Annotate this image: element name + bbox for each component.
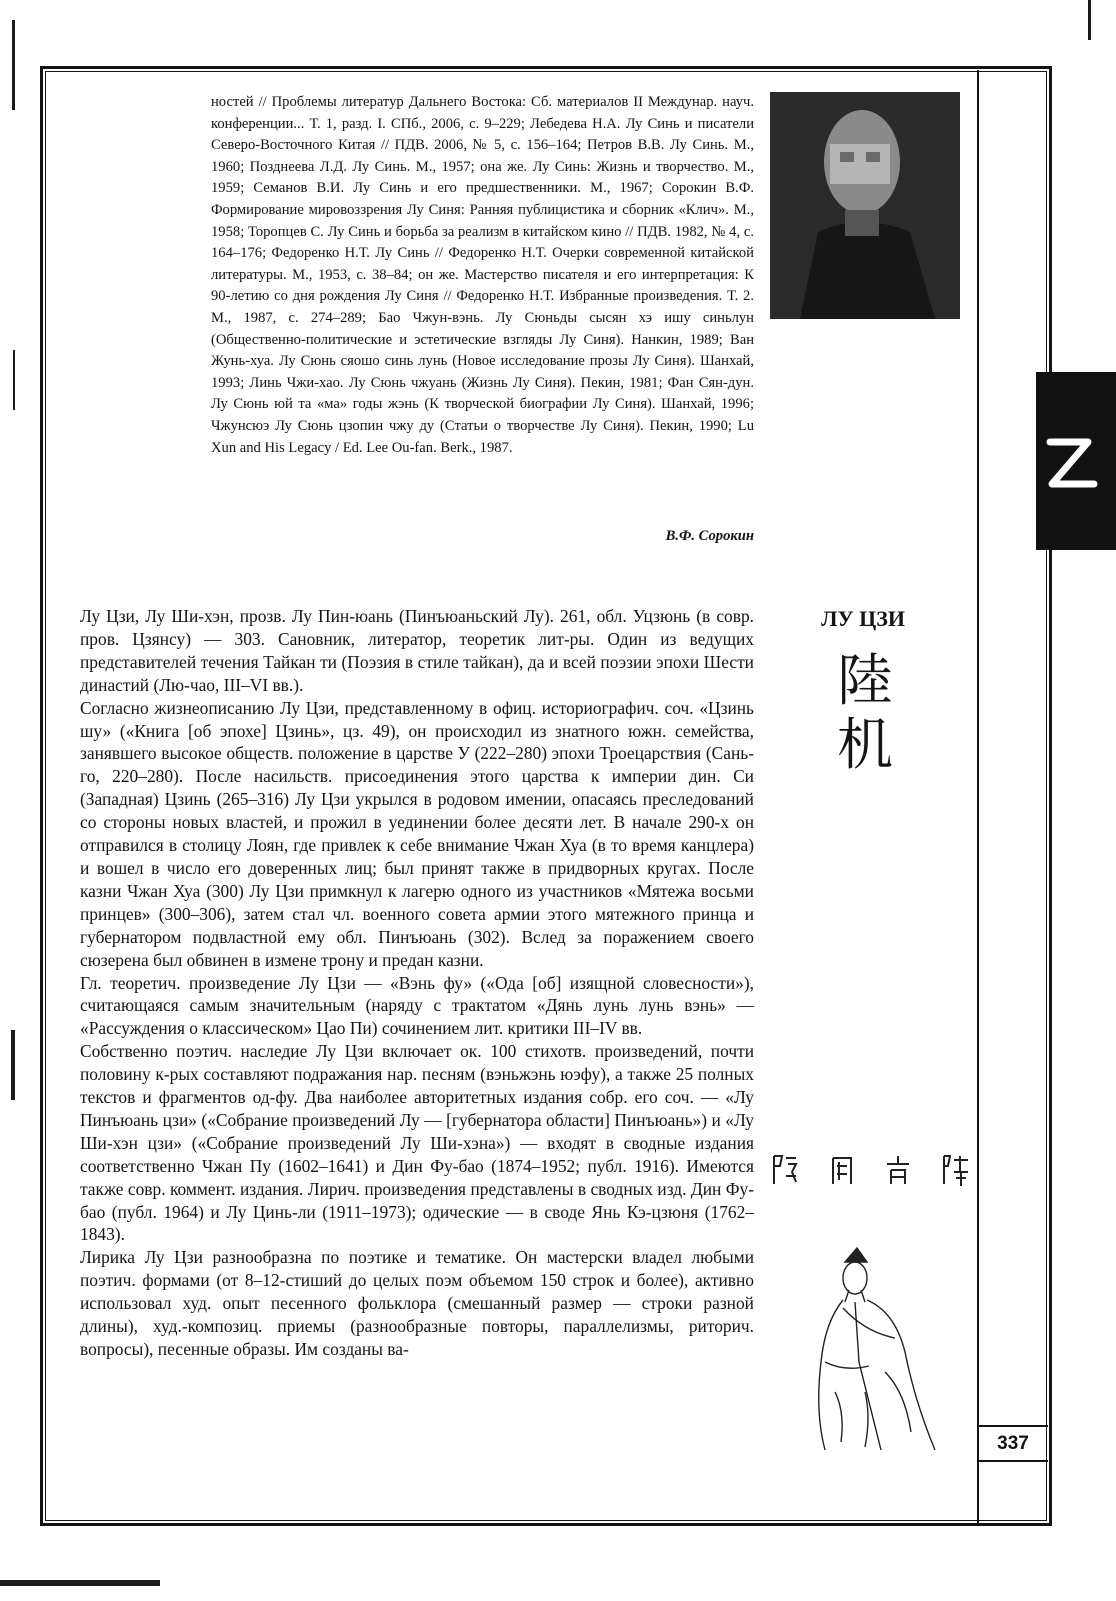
side-tab-glyph-icon	[1044, 432, 1100, 494]
scan-mark	[11, 1030, 15, 1100]
scan-mark	[1088, 0, 1091, 40]
bibliography-author: В.Ф. Сорокин	[665, 528, 754, 544]
headword: ЛУ ЦЗИ	[821, 606, 905, 631]
scan-mark	[13, 350, 15, 410]
scan-mark	[0, 1580, 160, 1586]
seal-inscription	[770, 1152, 970, 1188]
seal-glyph-icon	[770, 1152, 800, 1188]
side-tab	[1036, 372, 1116, 550]
article-paragraph: Гл. теоретич. произведение Лу Цзи — «Вэнь фу» («Ода [об] изящной словесности»), считающаяся самым значительным (наряду с трактатом «Дянь лунь лунь вэнь» — «Рассуждения о классическом» Цао Пи) сочинением лит. критики III–IV вв.	[80, 972, 754, 1039]
hanzi-char: 陸	[837, 649, 893, 714]
seal-glyph-icon	[827, 1152, 857, 1188]
portrait-photo	[770, 92, 960, 319]
article-body	[80, 605, 754, 1361]
article-paragraph: Лирика Лу Цзи разнообразна по поэтике и тематике. Он мастерски владел любыми поэтич. формами (от 8–12-стиший до целых поэм объемом 150 строк и более), активно использовал худ. опыт песенного фольклора (смешанный размер — строки разной длины), худ.-композиц. приемы (разнообразные повторы, параллелизмы, риторич. вопросы), песенные образы. Им созданы ва-	[80, 1247, 754, 1359]
scan-mark	[12, 20, 15, 110]
seal-glyph-icon	[940, 1152, 970, 1188]
bibliography-block	[211, 92, 754, 459]
bibliography-text: ностей // Проблемы литератур Дальнего Востока: Сб. материалов II Междунар. науч. конференции... Т. 1, разд. I. СПб., 2006, с. 9–229; Лебедева Н.А. Лу Синь и писатели Северо-Восточного Китая // ПДВ. 2006, № 5, с. 156–164; Петров В.В. Лу Синь. М., 1960; Позднеева Л.Д. Лу Синь. М., 1957; она же. Лу Синь: Жизнь и творчество. М., 1959; Семанов В.И. Лу Синь и его предшественники. М., 1967; Сорокин В.Ф. Формирование мировоззрения Лу Синя: Ранняя публицистика и сборник «Клич». М., 1958; Торопцев С. Лу Синь и борьба за реализм в китайском кино // ПДВ. 1982, № 4, с. 164–176; Федоренко Н.Т. Лу Синь // Федоренко Н.Т. Очерки современной китайской литературы. М., 1953, с. 38–84; он же. Мастерство писателя и его интерпретация: К 90-летию со дня рождения Лу Синя // Федоренко Н.Т. Избранные произведения. Т. 2. М., 1987, с. 274–289; Бао Чжун-вэнь. Лу Сюньды сысян хэ ишу синьлун (Общественно-политические и эстетические взгляды Лу Синя). Нанкин, 1989; Ван Жунь-хуа. Лу Сюнь сяошо синь лунь (Новое исследование прозы Лу Синя). Шанхай, 1993; Линь Чжи-хао. Лу Сюнь чжуань (Жизнь Лу Синя). Пекин, 1981; Фан Сян-дун. Лу Сюнь юй та «ма» годы жэнь (К творческой биографии Лу Синя). Шанхай, 1996; Чжунсюэ Лу Сюнь цзопин чжу ду (Статьи о творчестве Лу Синя). Пекин, 1990; Lu Xun and His Legacy / Ed. Lee Ou-fan. Berk., 1987.	[211, 94, 754, 456]
scholar-drawing	[785, 1242, 965, 1452]
page-number: 337	[978, 1425, 1048, 1462]
hanzi-char: 机	[837, 713, 893, 778]
article-paragraph: Собственно поэтич. наследие Лу Цзи включает ок. 100 стихотв. произведений, почти половину к-рых составляют подражания нар. песням (вэньжэнь юэфу), а также 25 полных текстов и фрагментов од-фу. Два наиболее авторитетных издания собр. его соч. — «Лу Пинъюань цзи» («Собрание произведений Лу — [губернатора области] Пинъюань») и «Лу Ши-хэн цзи» («Собрание произведений Лу Ши-хэна») — входят в сводные издания соответственно Чжан Пу (1602–1641) и Дин Фу-бао (1874–1952; публ. 1916). Имеются также совр. коммент. издания. Лирич. произведения представлены в сводных изд. Дин Фу-бао (публ. 1964) и Лу Цинь-ли (1911–1973); одические — в своде Янь Кэ-цзюня (1762–1843).	[80, 1041, 754, 1245]
article-paragraph: Лу Цзи, Лу Ши-хэн, прозв. Лу Пин-юань (Пинъюаньский Лу). 261, обл. Уцзюнь (в совр. пров. Цзянсу) — 303. Сановник, литератор, теоретик лит-ры. Один из ведущих представителей течения Тайкан ти (Поэзия в стиле тайкан), да и всей поэзии эпохи Шести династий (Лю-чао, III–VI вв.).	[80, 606, 754, 695]
right-column-rule	[977, 70, 979, 1523]
article-paragraph: Согласно жизнеописанию Лу Цзи, представленному в офиц. историографич. соч. «Цзинь шу» («Книга [об эпохе] Цзинь», цз. 49), он происходил из знатного южн. семейства, занявшего высокое обществ. положение в царстве У (222–280) эпохи Троецарствия (Сань-го, 220–280). После насильств. присоединения этого царства к империи дин. Си (Западная) Цзинь (265–316) Лу Цзи укрылся в родовом имении, опасаясь преследований со стороны новых властей, и прожил в уединении более десяти лет. В начале 290-х он отправился в столицу Лоян, где привлек к себе внимание Чжан Хуа (в то время канцлера) и вошел в число его доверенных лиц; был принят также в придворных кругах. После казни Чжан Хуа (300) Лу Цзи примкнул к лагерю одного из участников «Мятежа восьми принцев» (300–306), затем стал чл. военного совета армии этого мятежного принца и губернатором подвластной ему обл. Пинъюань (302). Вслед за поражением своего сюзерена был обвинен в измене трону и предан казни.	[80, 697, 754, 970]
headword-hanzi	[820, 650, 910, 778]
seal-glyph-icon	[883, 1152, 913, 1188]
